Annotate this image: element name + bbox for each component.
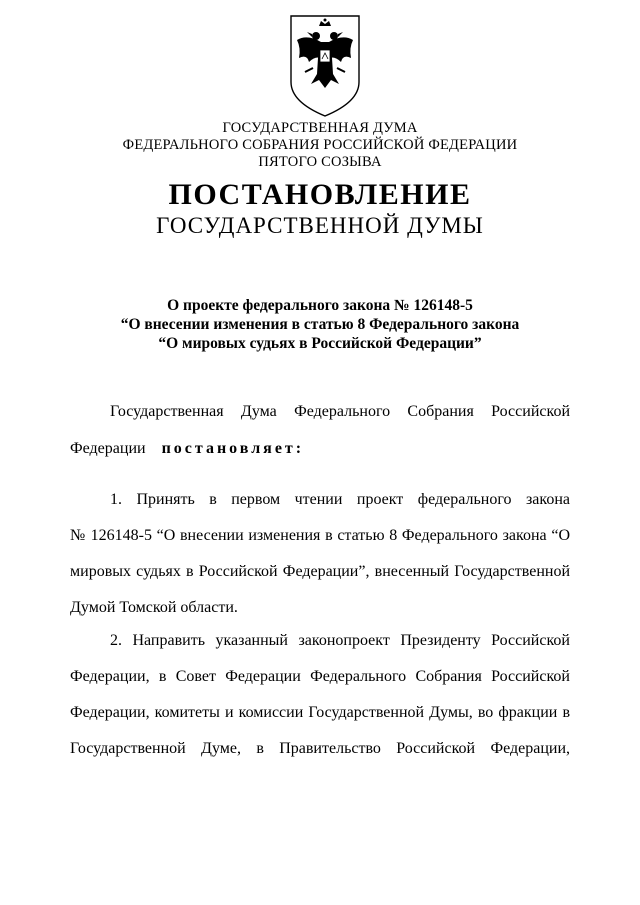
org-line-3: ПЯТОГО СОЗЫВА (258, 154, 382, 170)
preamble-line-1: Государственная Дума Федерального Собрания Российской (110, 403, 570, 420)
clause1-line-1: 1. Принять в первом чтении проект федерального закона (110, 491, 570, 508)
preamble-line-2 (70, 440, 570, 458)
clause2-line-2: Федерации, в Совет Федерации Федерального Собрания Российской (70, 668, 570, 685)
subject-line-3: “О мировых судьях в Российской Федерации” (158, 335, 482, 352)
subject-line-2: “О внесении изменения в статью 8 Федерального закона (120, 316, 520, 333)
clause2-line-4: Государственной Думе, в Правительство Российской Федерации, (70, 740, 570, 757)
org-line-2: ФЕДЕРАЛЬНОГО СОБРАНИЯ РОССИЙСКОЙ ФЕДЕРАЦИИ (122, 137, 518, 153)
document-title: ПОСТАНОВЛЕНИЕ (168, 178, 472, 211)
clause1-line-4: Думой Томской области. (70, 599, 238, 616)
clause1-line-3: мировых судьях в Российской Федерации”, внесенный Государственной (70, 563, 570, 580)
preamble-line-2-start: Федерации (70, 440, 146, 457)
resolves-word: постановляет: (161, 440, 305, 457)
clause1-line-2: № 126148-5 “О внесении изменения в статью 8 Федерального закона “О (70, 527, 570, 544)
org-line-1: ГОСУДАРСТВЕННАЯ ДУМА (222, 120, 418, 136)
clause2-line-3: Федерации, комитеты и комиссии Государственной Думы, во фракции в (70, 704, 570, 721)
coat-of-arms-emblem (285, 12, 365, 120)
clause2-line-1: 2. Направить указанный законопроект Президенту Российской (110, 632, 570, 649)
document-subtitle: ГОСУДАРСТВЕННОЙ ДУМЫ (156, 213, 484, 238)
subject-line-1: О проекте федерального закона № 126148-5 (167, 297, 473, 314)
